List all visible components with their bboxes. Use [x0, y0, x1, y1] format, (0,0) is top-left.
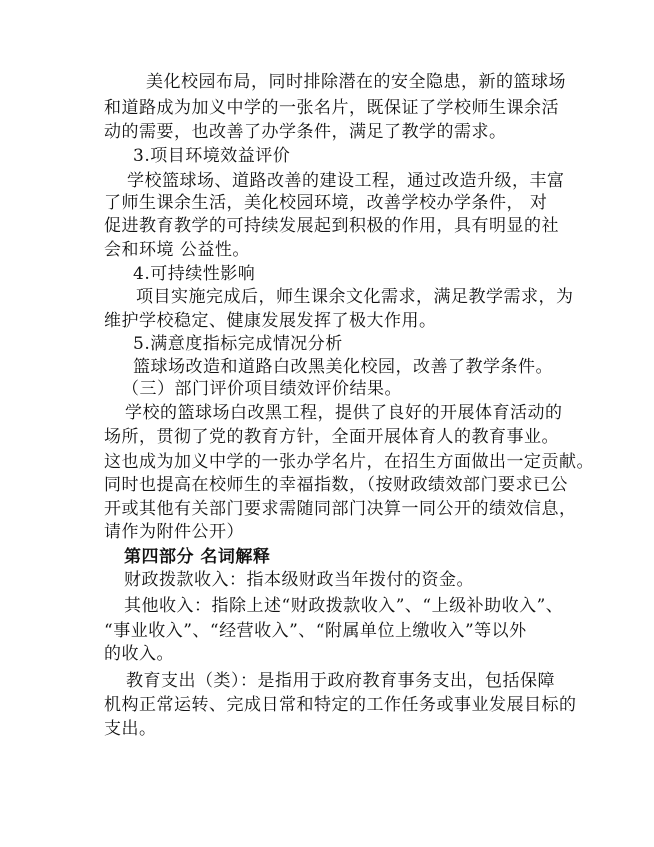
- paragraph-line: 支出。: [104, 719, 157, 739]
- paragraph-line: 请作为附件公开）: [104, 522, 244, 542]
- paragraph-line: 项目实施完成后，师生课余文化需求，满足教学需求，为: [136, 287, 574, 307]
- paragraph-line: 的收入。: [104, 644, 174, 664]
- paragraph-line: 篮球场改造和道路白改黑美化校园，改善了教学条件。: [133, 357, 553, 377]
- paragraph-line: 动的需要，也改善了办学条件，满足了教学的需求。: [104, 122, 507, 142]
- paragraph-line: 机构正常运转、完成日常和特定的工作任务或事业发展目标的: [104, 695, 577, 715]
- paragraph-line: 教育支出（类）：是指用于政府教育事务支出，包括保障: [126, 671, 555, 691]
- paragraph-line: 美化校园布局，同时排除潜在的安全隐患，新的篮球场: [146, 72, 566, 92]
- section-heading: （三）部门评价项目绩效评价结果。: [122, 379, 402, 399]
- section-heading: 3.项目环境效益评价: [133, 146, 291, 166]
- paragraph-line: “事业收入”、“经营收入”、“附属单位上缴收入”等以外: [104, 621, 527, 641]
- paragraph-line: 维护学校稳定、健康发展发挥了极大作用。: [104, 311, 437, 331]
- paragraph-line: 这也成为加义中学的一张办学名片，在招生方面做出一定贡献。: [104, 452, 594, 472]
- section-heading: 4.可持续性影响: [133, 264, 256, 284]
- paragraph-line: 学校的篮球场白改黑工程，提供了良好的开展体育活动的: [125, 403, 563, 423]
- paragraph-line: 其他收入：指除上述“财政拨款收入”、“上级补助收入”、: [124, 596, 564, 616]
- paragraph-line: 场所，贯彻了党的教育方针，全面开展体育人的教育事业。: [104, 427, 559, 447]
- paragraph-line: 开或其他有关部门要求需随同部门决算一同公开的绩效信息，: [104, 499, 577, 519]
- paragraph-line: 了师生课余生活，美化校园环境，改善学校办学条件， 对: [104, 193, 548, 213]
- paragraph-line: 财政拨款收入：指本级财政当年拨付的资金。: [124, 570, 474, 590]
- paragraph-line: 和道路成为加义中学的一张名片，既保证了学校师生课余活: [104, 98, 559, 118]
- paragraph-line: 会和环境 公益性。: [104, 240, 250, 260]
- paragraph-line: 同时也提高在校师生的幸福指数，（按财政绩效部门要求已公: [104, 475, 568, 495]
- part-heading: 第四部分 名词解释: [124, 547, 271, 567]
- paragraph-line: 学校篮球场、道路改善的建设工程，通过改造升级，丰富: [127, 171, 565, 191]
- paragraph-line: 促进教育教学的可持续发展起到积极的作用，具有明显的社: [104, 216, 559, 236]
- section-heading: 5.满意度指标完成情况分析: [133, 334, 343, 354]
